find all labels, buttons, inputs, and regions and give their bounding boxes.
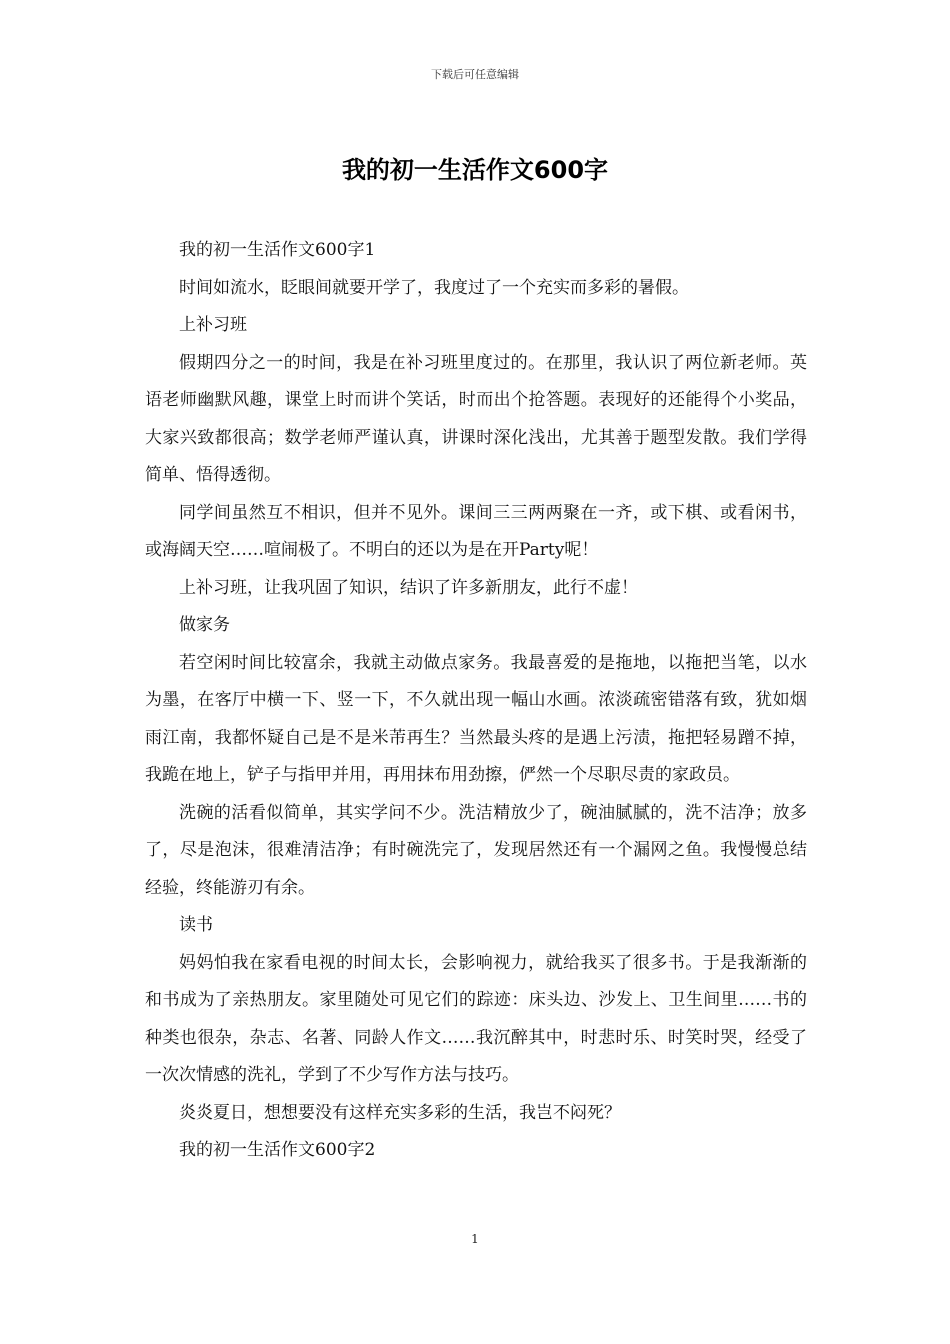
- paragraph: 假期四分之一的时间，我是在补习班里度过的。在那里，我认识了两位新老师。英语老师幽默风趣，课堂上时而讲个笑话，时而出个抢答题。表现好的还能得个小奖品，大家兴致都很高；数学老师严谨认真，讲课时深化浅出，尤其善于题型发散。我们学得简单、悟得透彻。: [145, 352, 807, 485]
- paragraph: 妈妈怕我在家看电视的时间太长，会影响视力，就给我买了很多书。于是我渐渐的和书成为了亲热朋友。家里随处可见它们的踪迹：床头边、沙发上、卫生间里……书的种类也很杂，杂志、名著、同龄人作文……我沉醉其中，时悲时乐、时笑时哭，经受了一次次情感的洗礼，学到了不少写作方法与技巧。: [145, 952, 807, 1085]
- paragraph: 上补习班，让我巩固了知识，结识了许多新朋友，此行不虚！: [179, 577, 638, 598]
- paragraph: 同学间虽然互不相识，但并不见外。课间三三两两聚在一齐，或下棋、或看闲书，或海阔天空……喧闹极了。不明白的还以为是在开Party呢！: [145, 502, 807, 560]
- paragraph-essay-2-heading: 我的初一生活作文600字2: [179, 1140, 376, 1160]
- paragraph: 炎炎夏日，想想要没有这样充实多彩的生活，我岂不闷死？: [179, 1102, 621, 1123]
- document-title: 我的初一生活作文600字: [341, 156, 609, 184]
- page-number: 1: [471, 1232, 479, 1246]
- section-heading-tutoring: 上补习班: [179, 315, 247, 335]
- paragraph: 洗碗的活看似简单，其实学问不少。洗洁精放少了，碗油腻腻的，洗不洁净；放多了，尽是泡沫，很难清洁净；有时碗洗完了，发现居然还有一个漏网之鱼。我慢慢总结经验，终能游刃有余。: [145, 802, 807, 898]
- document-body: [145, 232, 807, 1170]
- paragraph: 若空闲时间比较富余，我就主动做点家务。我最喜爱的是拖地，以拖把当笔，以水为墨，在客厅中横一下、竖一下，不久就出现一幅山水画。浓淡疏密错落有致，犹如烟雨江南，我都怀疑自己是不是米芾再生？当然最头疼的是遇上污渍，拖把轻易蹭不掉，我跪在地上，铲子与指甲并用，再用抹布用劲擦，俨然一个尽职尽责的家政员。: [145, 652, 807, 785]
- section-heading-housework: 做家务: [179, 615, 230, 635]
- paragraph: 时间如流水，眨眼间就要开学了，我度过了一个充实而多彩的暑假。: [179, 277, 689, 298]
- section-heading-reading: 读书: [179, 915, 213, 935]
- page-header: 下载后可任意编辑: [431, 68, 519, 81]
- paragraph-essay-1-heading: 我的初一生活作文600字1: [179, 240, 376, 260]
